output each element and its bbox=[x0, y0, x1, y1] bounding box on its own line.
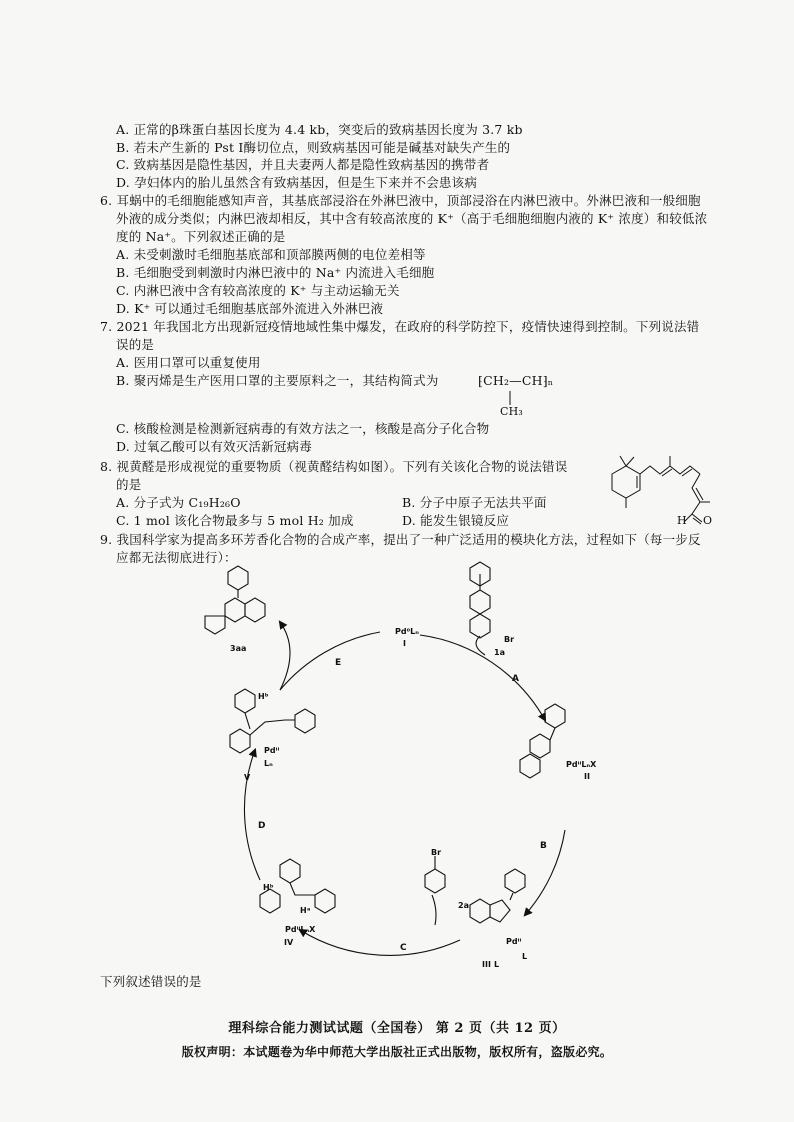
step-A-label: A bbox=[512, 674, 519, 684]
label-IV: IV bbox=[284, 938, 294, 947]
step-C-label: C bbox=[400, 943, 407, 953]
label-br-1a: Br bbox=[504, 635, 515, 644]
q7-option-c: C. 核酸检测是检测新冠病毒的有效方法之一，核酸是高分子化合物 bbox=[116, 421, 490, 436]
label-ha-IV: Hᵃ bbox=[300, 906, 311, 915]
page-footer-title: 理科综合能力测试试题（全国卷） 第 2 页（共 12 页） bbox=[228, 1021, 566, 1036]
q9-tail: 下列叙述错误的是 bbox=[100, 974, 202, 989]
label-ln-V: Lₙ bbox=[264, 759, 273, 768]
q6-option-c: C. 内淋巴液中含有较高浓度的 K⁺ 与主动运输无关 bbox=[116, 283, 400, 298]
q8-option-d: D. 能发生银镜反应 bbox=[402, 513, 510, 528]
q6-stem-1: 6. 耳蜗中的毛细胞能感知声音，其基底部浸浴在外淋巴液中，顶部浸浴在内淋巴液中。外淋巴液和一般细胞 bbox=[100, 193, 701, 208]
label-hb-IV: Hᵇ bbox=[263, 883, 274, 892]
label-V: V bbox=[244, 773, 251, 782]
q8-stem-1: 8. 视黄醛是形成视觉的重要物质（视黄醛结构如图）。下列有关该化合物的说法错误 bbox=[100, 459, 568, 474]
label-pd-V: Pdᴵᴵ bbox=[264, 746, 280, 755]
polypropylene-formula: ⁅CH₂—CH⁆ₙ bbox=[478, 373, 554, 388]
q6-option-b: B. 毛细胞受到刺激时内淋巴液中的 Na⁺ 内流进入毛细胞 bbox=[116, 265, 435, 280]
label-L-III-right: L bbox=[522, 952, 528, 961]
label-pd-II: PdᴵᴵLₙX bbox=[566, 760, 597, 769]
label-I: I bbox=[403, 639, 406, 648]
q8-option-c: C. 1 mol 该化合物最多与 5 mol H₂ 加成 bbox=[116, 513, 354, 528]
label-br-2a: Br bbox=[431, 848, 442, 857]
label-1a: 1a bbox=[494, 648, 505, 657]
label-II: II bbox=[584, 772, 590, 781]
label-pd-IV: PdᴵᴵLₙX bbox=[285, 925, 316, 934]
q5-option-a: A. 正常的β珠蛋白基因长度为 4.4 kb，突变后的致病基因长度为 3.7 kb bbox=[116, 122, 523, 137]
q7-option-a: A. 医用口罩可以重复使用 bbox=[116, 355, 261, 370]
label-2a: 2a bbox=[458, 901, 469, 910]
retinal-atom-h: H bbox=[677, 514, 687, 527]
q8-option-b: B. 分子中原子无法共平面 bbox=[402, 495, 547, 510]
label-L-III-left: L bbox=[494, 960, 500, 969]
retinal-atom-o: O bbox=[703, 514, 713, 527]
q8-stem-2: 的是 bbox=[116, 477, 142, 492]
q5-option-b: B. 若未产生新的 Pst Ⅰ酶切位点，则致病基因可能是碱基对缺失产生的 bbox=[116, 140, 511, 155]
label-pd-III: Pdᴵᴵ bbox=[506, 937, 522, 946]
q9-stem-2: 应都无法彻底进行）： bbox=[116, 550, 237, 565]
catalytic-cycle-diagram bbox=[180, 560, 620, 970]
step-B-label: B bbox=[540, 841, 547, 851]
q7-stem-2: 误的是 bbox=[116, 337, 155, 352]
copyright-notice: 版权声明：本试题卷为华中师范大学出版社正式出版物，版权所有，盗版必究。 bbox=[181, 1045, 613, 1059]
q5-option-d: D. 孕妇体内的胎儿虽然含有致病基因，但是生下来并不会患该病 bbox=[116, 175, 478, 190]
label-3aa: 3aa bbox=[230, 644, 247, 653]
label-hb-V: Hᵇ bbox=[258, 692, 269, 701]
q7-option-d: D. 过氧乙酸可以有效灭活新冠病毒 bbox=[116, 439, 312, 454]
label-III: III bbox=[482, 960, 491, 969]
q6-stem-3: 度的 Na⁺。下列叙述正确的是 bbox=[116, 229, 286, 244]
label-pd0: Pd⁰Lₙ bbox=[395, 627, 419, 636]
q7-stem-1: 7. 2021 年我国北方出现新冠疫情地域性集中爆发，在政府的科学防控下，疫情快速得到控制。下列说法错 bbox=[100, 319, 700, 334]
q5-option-c: C. 致病基因是隐性基因，并且夫妻两人都是隐性致病基因的携带者 bbox=[116, 157, 490, 172]
q7-option-b: B. 聚丙烯是生产医用口罩的主要原料之一，其结构简式为 bbox=[116, 373, 439, 388]
polypropylene-methyl: CH₃ bbox=[500, 405, 524, 418]
q6-option-d: D. K⁺ 可以通过毛细胞基底部外流进入外淋巴液 bbox=[116, 301, 384, 316]
q6-stem-2: 外液的成分类似；内淋巴液却相反，其中含有较高浓度的 K⁺（高于毛细胞细胞内液的 K⁺ 浓度）和较低浓 bbox=[116, 211, 708, 226]
step-D-label: D bbox=[258, 821, 266, 831]
q9-stem-1: 9. 我国科学家为提高多环芳香化合物的合成产率，提出了一种广泛适用的模块化方法，过程如下（每一步反 bbox=[100, 532, 701, 547]
step-E-label: E bbox=[335, 658, 342, 668]
q6-option-a: A. 未受刺激时毛细胞基底部和顶部膜两侧的电位差相等 bbox=[116, 247, 426, 262]
q8-option-a: A. 分子式为 C₁₉H₂₆O bbox=[116, 495, 241, 510]
